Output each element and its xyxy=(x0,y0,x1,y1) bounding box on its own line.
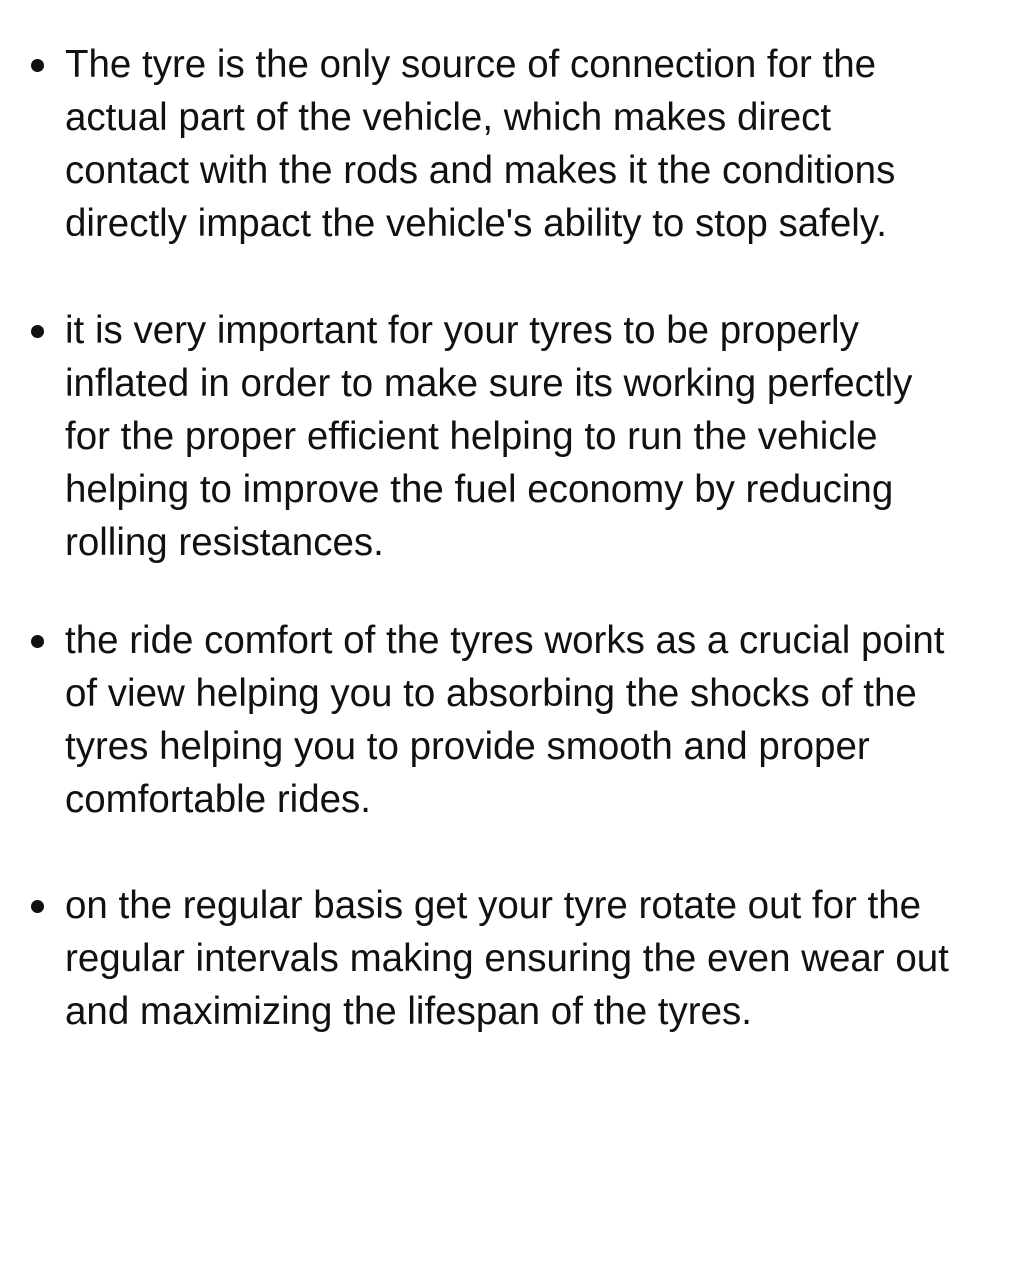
bullet-text xyxy=(65,614,1023,826)
text-line: on the regular basis get your tyre rotate out for the xyxy=(65,884,922,927)
text-line: helping to improve the fuel economy by reducing xyxy=(65,468,894,511)
text-line: and maximizing the lifespan of the tyres. xyxy=(65,990,752,1033)
text-line: rolling resistances. xyxy=(65,521,384,564)
text-line: tyres helping you to provide smooth and proper xyxy=(65,725,870,768)
text-line: inflated in order to make sure its working perfectly xyxy=(65,362,913,405)
text-line: contact with the rods and makes it the conditions xyxy=(65,149,896,192)
text-line: The tyre is the only source of connection for the xyxy=(65,43,877,86)
text-line: the ride comfort of the tyres works as a crucial point xyxy=(65,619,945,662)
text-line: of view helping you to absorbing the shocks of the xyxy=(65,672,917,715)
text-line: comfortable rides. xyxy=(65,778,371,821)
text-line: directly impact the vehicle's ability to stop safely. xyxy=(65,202,887,245)
bullet-text xyxy=(65,879,1023,1038)
bullet-dot-icon xyxy=(31,635,44,648)
text-line: actual part of the vehicle, which makes direct xyxy=(65,96,832,139)
bullet-text xyxy=(65,304,1023,569)
bullet-dot-icon xyxy=(31,325,44,338)
bullet-text xyxy=(65,38,1023,250)
bullet-dot-icon xyxy=(31,59,44,72)
text-line: it is very important for your tyres to be properly xyxy=(65,309,859,352)
text-line: for the proper efficient helping to run the vehicle xyxy=(65,415,878,458)
text-line: regular intervals making ensuring the even wear out xyxy=(65,937,949,980)
bullet-dot-icon xyxy=(31,900,44,913)
